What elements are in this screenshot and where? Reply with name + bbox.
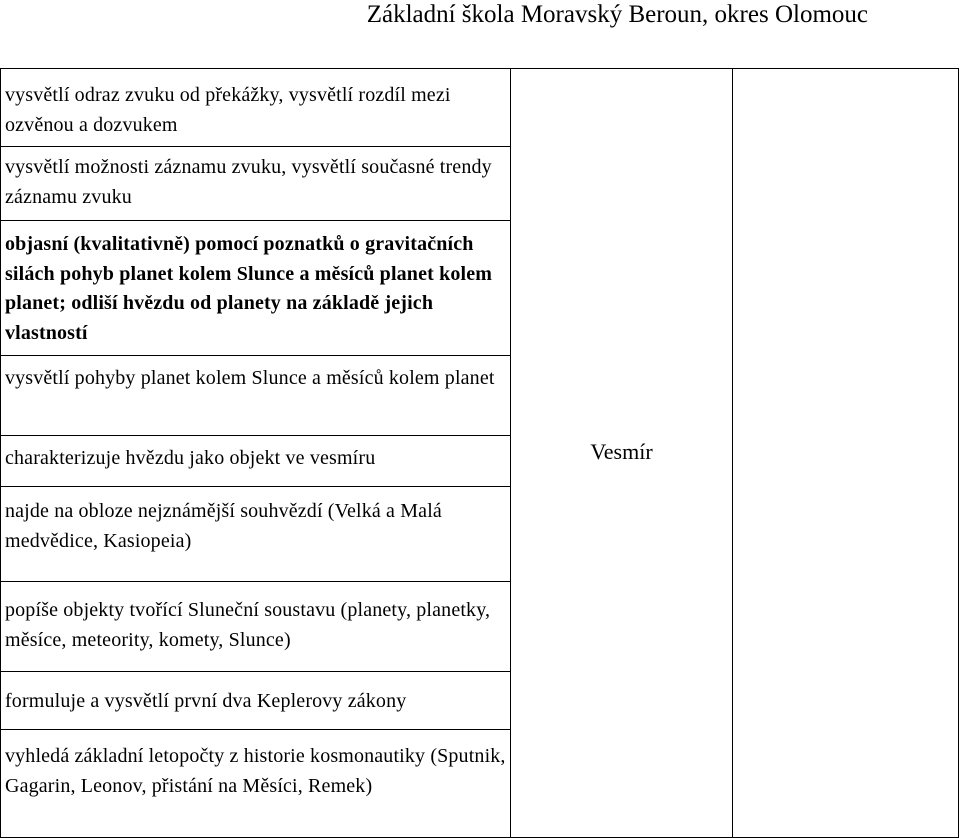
outcome-cell — [1, 69, 511, 147]
outcome-cell — [1, 147, 511, 221]
document-header: Základní škola Moravský Beroun, okres Olomouc — [366, 1, 868, 28]
outcome-text: najde na obloze nejznámější souhvězdí (Velká a Malá medvědice, Kasiopeia) — [5, 500, 442, 552]
outcome-text: charakterizuje hvězdu jako objekt ve vesmíru — [5, 447, 376, 469]
outcome-text: vysvětlí pohyby planet kolem Slunce a měsíců kolem planet — [5, 367, 495, 389]
outcome-cell — [1, 582, 511, 672]
outcome-cell — [1, 356, 511, 436]
outcome-cell — [1, 672, 511, 730]
outcome-cell — [1, 487, 511, 582]
outcome-text: vysvětlí možnosti záznamu zvuku, vysvětlí současné trendy záznamu zvuku — [5, 156, 492, 208]
outcome-cell — [1, 436, 511, 487]
topic-cell — [511, 69, 733, 838]
outcome-text: popíše objekty tvořící Sluneční soustavu (planety, planetky, měsíce, meteority, komety, Slunce) — [5, 599, 491, 651]
table-row — [1, 69, 959, 147]
outcome-text: vyhledá základní letopočty z historie kosmonautiky (Sputnik, Gagarin, Leonov, přistání na Měsíci, Remek) — [5, 745, 506, 797]
outcome-text: objasní (kvalitativně) pomocí poznatků o gravitačních silách pohyb planet kolem Slunce a měsíců planet kolem planet; odliší hvězdu od planety na základě jejich vlastností — [5, 233, 493, 344]
outcome-text: formuluje a vysvětlí první dva Keplerovy zákony — [5, 690, 407, 712]
curriculum-table — [0, 68, 959, 838]
outcome-text: vysvětlí odraz zvuku od překážky, vysvětlí rozdíl mezi ozvěnou a dozvukem — [5, 84, 451, 136]
outcome-cell — [1, 221, 511, 356]
outcome-cell — [1, 730, 511, 838]
topic-label: Vesmír — [590, 439, 653, 464]
notes-cell — [733, 69, 959, 838]
